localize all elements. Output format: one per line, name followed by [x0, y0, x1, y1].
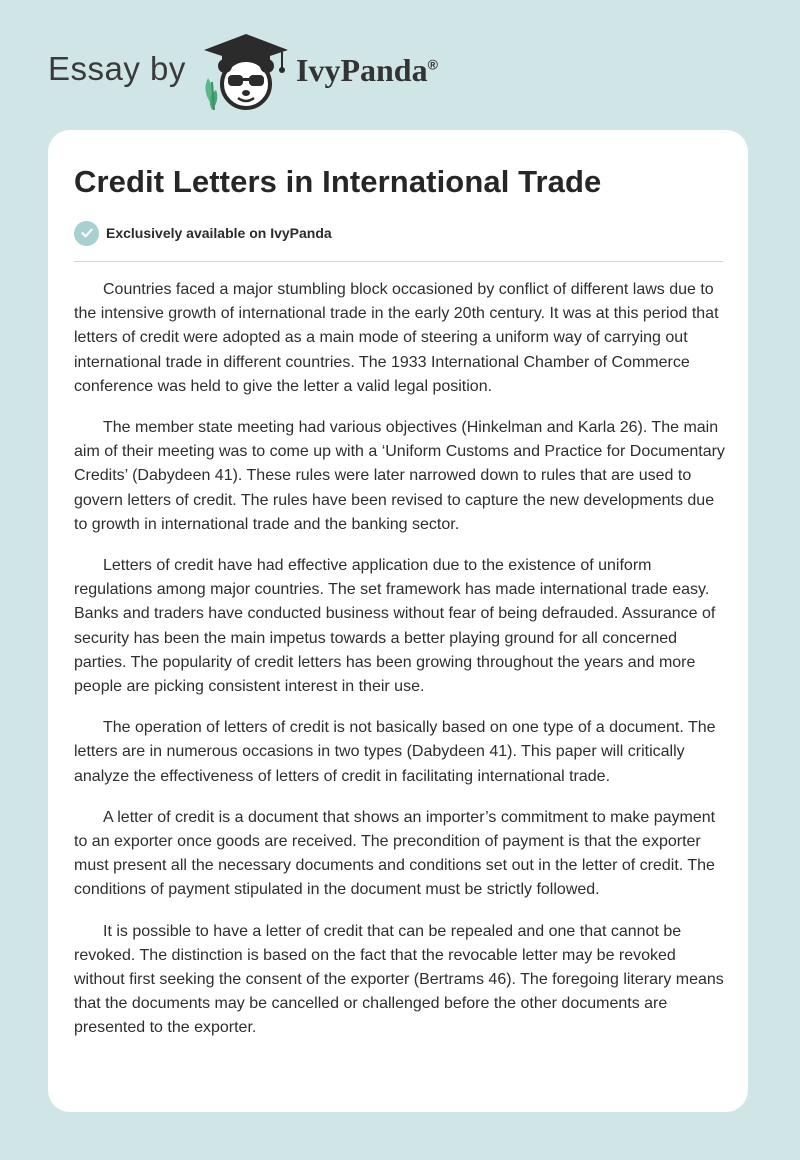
essay-by-label: Essay by	[48, 50, 186, 87]
paragraph: A letter of credit is a document that shows an importer’s commitment to make payment to an exporter once goods are received. The precondition of payment is that the exporter must present all the necessary documents and conditions set out in the letter of credit. The conditions of payment stipulated in the document must be strictly followed.	[74, 808, 716, 899]
essay-title: Credit Letters in International Trade	[74, 164, 602, 199]
essay-card	[48, 130, 748, 1112]
ivypanda-logo-text[interactable]	[296, 52, 438, 89]
paragraph: The member state meeting had various objectives (Hinkelman and Karla 26). The main aim of their meeting was to come up with a ‘Uniform Customs and Practice for Documentary Credits’ (Dabydeen 41). These rules were later narrowed down to rules that are used to govern letters of credit. The rules have been revised to capture the new developments due to growth in international trade and the banking sector.	[74, 419, 725, 533]
essay-body	[74, 278, 726, 1058]
paragraph: It is possible to have a letter of credit that can be repealed and one that cannot be revoked. The distinction is based on the fact that the revocable letter may be revoked without first seeking the consent of the exporter (Bertrams 46). The foregoing literary means that the documents may be cancelled or challenged before the other documents are presented to the exporter.	[74, 922, 724, 1037]
check-circle-icon	[74, 221, 99, 246]
paragraph: Countries faced a major stumbling block occasioned by conflict of different laws due to the intensive growth of international trade in the early 20th century. It was at this period that letters of credit were adopted as a main mode of steering a uniform way of carrying out international trade in different countries. The 1933 International Chamber of Commerce conference was held to give the letter a valid legal position.	[74, 281, 719, 395]
title-divider	[74, 261, 723, 262]
registered-mark: ®	[427, 56, 438, 73]
paragraph: The operation of letters of credit is not basically based on one type of a document. The letters are in numerous occasions in two types (Dabydeen 41). This paper will critically analyze the effectiveness of letters of credit in facilitating international trade.	[74, 719, 716, 785]
brand-name-text: IvyPanda	[296, 52, 428, 88]
exclusive-badge	[74, 220, 332, 246]
site-header	[0, 0, 800, 130]
exclusive-label: Exclusively available on IvyPanda	[106, 225, 332, 241]
paragraph: Letters of credit have had effective application due to the existence of uniform regulations among major countries. The set framework has made international trade easy. Banks and traders have conducted business without fear of being defrauded. Assurance of security has been the main impetus towards a better playing ground for all concerned parties. The popularity of credit letters has been growing throughout the years and more people are picking consistent interest in their use.	[74, 557, 716, 696]
panda-graduate-icon[interactable]	[200, 32, 292, 112]
